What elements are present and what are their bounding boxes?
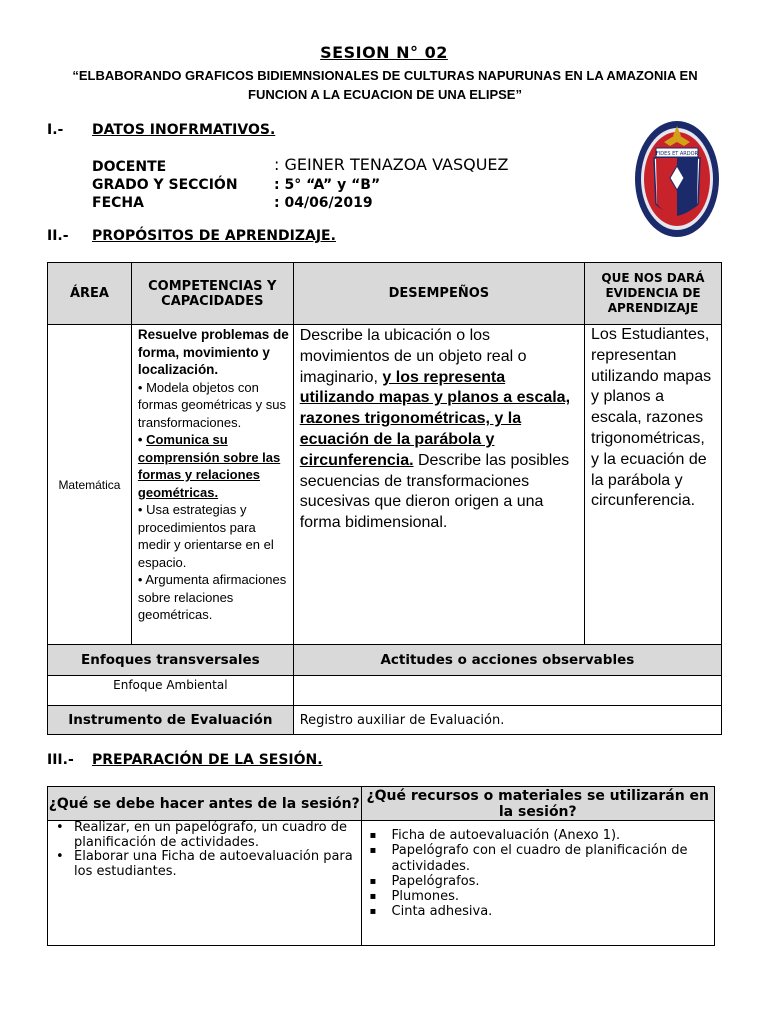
informative-data	[92, 155, 572, 214]
section-number: III.-	[47, 752, 74, 768]
competencia-title: Resuelve problemas de forma, movimiento y localización.	[137, 327, 289, 377]
info-row-docente	[92, 155, 572, 176]
list-item: ▪ Plumones.	[362, 889, 708, 904]
table-row	[48, 325, 722, 645]
list-item: • Realizar, en un papelógrafo, un cuadro de planificación de actividades.	[48, 821, 357, 850]
capacidad-text: Comunica su comprensión sobre las formas y relaciones geométricas.	[137, 432, 281, 500]
info-row-fecha	[92, 194, 572, 212]
info-key: GRADO Y SECCIÓN	[92, 177, 238, 193]
header-desempenos: DESEMPEÑOS	[293, 263, 584, 325]
school-crest-logo	[632, 118, 722, 240]
section-heading-preparacion	[47, 752, 323, 768]
header-enfoques: Enfoques transversales	[48, 645, 294, 676]
table-row	[48, 645, 722, 676]
section-label: PROPÓSITOS DE APRENDIZAJE.	[92, 228, 336, 244]
header-evidencia: QUE NOS DARÁ EVIDENCIA DE APRENDIZAJE	[585, 263, 722, 325]
info-value: : GEINER TENAZOA VASQUEZ	[274, 155, 509, 174]
list-item: • Elaborar una Ficha de autoevaluación para los estudiantes.	[48, 850, 357, 879]
list-item: ▪ Papelógrafos.	[362, 874, 708, 889]
capacidad-item: • Usa estrategias y procedimientos para medir y orientarse en el espacio.	[137, 502, 274, 570]
capacidad-text: Usa estrategias y procedimientos para medir y orientarse en el espacio.	[137, 502, 274, 570]
cell-area: Matemática	[48, 325, 132, 645]
info-value: : 5° “A” y “B”	[274, 177, 381, 193]
list-item: ▪ Ficha de autoevaluación (Anexo 1).	[362, 828, 708, 843]
header-antes: ¿Qué se debe hacer antes de la sesión?	[48, 787, 362, 821]
cell-competencias	[131, 325, 293, 645]
section-heading-propositos	[47, 228, 336, 244]
section-number: I.-	[47, 122, 64, 138]
info-key: FECHA	[92, 195, 144, 211]
desempeno-text: Describe la ubicación o los movimientos de un objeto real o imaginario,	[299, 327, 527, 386]
info-key: DOCENTE	[92, 159, 167, 175]
table-header-row	[48, 787, 715, 821]
capacidad-item: • Modela objetos con formas geométricas y sus transformaciones.	[137, 379, 287, 430]
desempeno-text: Describe las posibles secuencias de transformaciones sucesivas que dieron origen a una forma bidimensional.	[299, 451, 570, 532]
session-preparation-table	[47, 786, 715, 946]
session-subtitle: “ELBABORANDO GRAFICOS BIDIEMNSIONALES DE CULTURAS NAPURUNAS EN LA AMAZONIA EN FUNCION A LA ECUACION DE UNA ELIPSE”	[72, 68, 698, 102]
cell-enfoque: Enfoque Ambiental	[48, 676, 294, 706]
table-row	[48, 676, 722, 706]
list-item: ▪ Cinta adhesiva.	[362, 904, 708, 919]
cell-desempenos	[293, 325, 584, 645]
table-row	[48, 706, 722, 735]
cell-evidencia: Los Estudiantes, representan utilizando mapas y planos a escala, razones trigonométricas, y la ecuación de la parábola y circunferencia.	[585, 325, 722, 645]
capacidad-text: Modela objetos con formas geométricas y sus transformaciones.	[137, 379, 287, 430]
header-area: ÁREA	[48, 263, 132, 325]
info-value: : 04/06/2019	[274, 195, 373, 211]
table-row	[48, 821, 715, 946]
header-actitudes: Actitudes o acciones observables	[293, 645, 721, 676]
crest-banner-text: FIDES ET ARDOR	[655, 151, 699, 157]
desempeno-emphasis: y los representa utilizando mapas y planos a escala, razones trigonométricas, y la ecuación de la parábola y circunferencia.	[299, 368, 571, 469]
capacidad-item: • Argumenta afirmaciones sobre relaciones geométricas.	[137, 572, 287, 622]
section-number: II.-	[47, 228, 69, 244]
session-title: SESION N° 02	[320, 43, 448, 62]
table-header-row	[48, 263, 722, 325]
capacidad-text: Argumenta afirmaciones sobre relaciones geométricas.	[137, 572, 287, 622]
info-row-grado	[92, 176, 572, 194]
capacidad-item: • Comunica su comprensión sobre las formas y relaciones geométricas.	[137, 432, 281, 500]
section-label: DATOS INOFRMATIVOS.	[92, 122, 276, 138]
list-item: ▪ Papelógrafo con el cuadro de planificación de actividades.	[362, 843, 708, 874]
cell-actitud	[293, 676, 721, 706]
cell-instrumento-value: Registro auxiliar de Evaluación.	[293, 706, 721, 735]
section-label: PREPARACIÓN DE LA SESIÓN.	[92, 752, 323, 768]
cell-instrumento-label: Instrumento de Evaluación	[48, 706, 294, 735]
header-recursos: ¿Qué recursos o materiales se utilizarán en la sesión?	[361, 787, 714, 821]
section-heading-datos	[47, 122, 275, 138]
cell-antes	[48, 821, 362, 946]
learning-purposes-table	[47, 262, 722, 735]
header-competencias: COMPETENCIAS Y CAPACIDADES	[131, 263, 293, 325]
cell-recursos	[361, 821, 714, 946]
